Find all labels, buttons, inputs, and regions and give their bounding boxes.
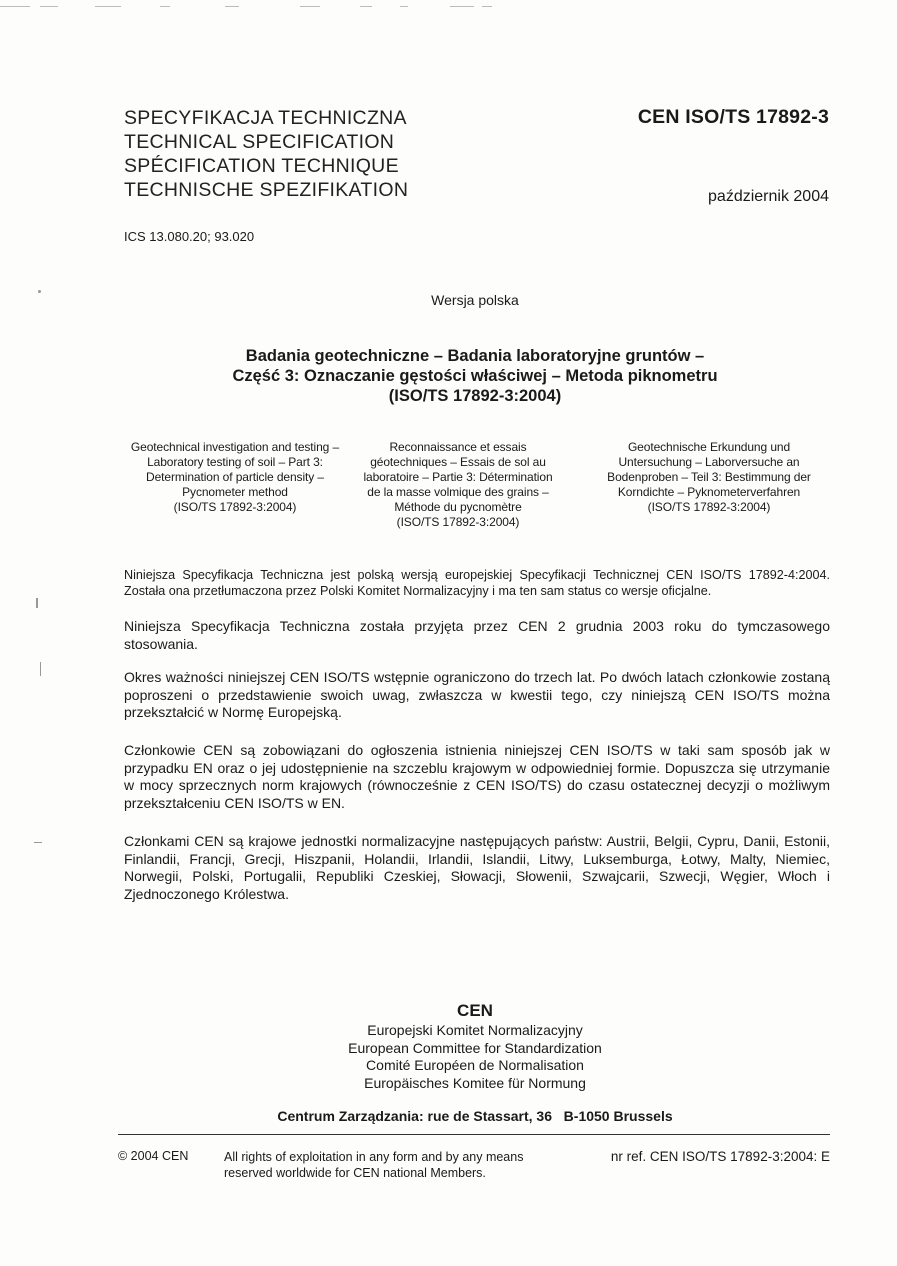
title-translation-en — [118, 440, 352, 515]
translation-line: (ISO/TS 17892-3:2004) — [647, 500, 771, 514]
translation-line: (ISO/TS 17892-3:2004) — [396, 515, 520, 529]
paragraph-validity: Okres ważności niniejszej CEN ISO/TS wstępnie ograniczono do trzech lat. Po dwóch latach członkowie zostaną poproszeni o przedstawienie swoich uwag, zwłaszcza w kwestii tego, czy niniejszą CEN ISO/TS można przekształcić w Normę Europejską. — [124, 669, 830, 720]
publication-date: październik 2004 — [708, 188, 829, 205]
version-label: Wersja polska — [431, 292, 519, 308]
paragraph-polish-version: Niniejsza Specyfikacja Techniczna jest polską wersją europejskiej Specyfikacji Technicznej CEN ISO/TS 17892-4:2004. Została ona przetłumaczona przez Polski Komitet Normalizacyjny i ma ten sam status co wersje oficjalne. — [124, 568, 830, 598]
translation-line: (ISO/TS 17892-3:2004) — [173, 500, 297, 514]
translation-line: Pycnometer method — [182, 485, 288, 499]
cen-headquarters: Centrum Zarządzania: rue de Stassart, 36 B-1050 Brussels — [277, 1108, 673, 1124]
scan-speck — [34, 842, 42, 843]
title-translation-fr — [350, 440, 566, 530]
footer-rights: All rights of exploitation in any form and by any means reserved worldwide for CEN national Members. — [224, 1150, 524, 1180]
cen-title: CEN — [457, 1001, 493, 1020]
cen-name-pl: Europejski Komitet Normalizacyjny — [367, 1022, 583, 1038]
translation-line: Bodenproben – Teil 3: Bestimmung der — [607, 470, 811, 484]
paragraph-obligations: Członkowie CEN są zobowiązani do ogłoszenia istnienia niniejszej CEN ISO/TS w taki sam sposób jak w przypadku EN oraz o jej udostępnienie na szczeblu krajowym w odpowiedniej formie. Dopuszcza się utrzymanie w mocy sprzecznych norm krajowych (równocześnie z CEN ISO/TS) do czasu ostatecznej decyzji o możliwym przekształceniu CEN ISO/TS w EN. — [124, 742, 830, 811]
translation-line: Geotechnical investigation and testing – — [130, 440, 340, 454]
spec-title-de: TECHNISCHE SPEZIFIKATION — [124, 179, 409, 201]
scan-speck — [38, 290, 41, 293]
scan-speck — [40, 662, 41, 676]
cen-name-de: Europäisches Komitee für Normung — [364, 1074, 586, 1091]
title-translation-de — [578, 440, 840, 515]
scan-artifact-top — [0, 6, 500, 8]
main-title-line: Część 3: Oznaczanie gęstości właściwej – Metoda piknometru — [232, 367, 718, 385]
translation-line: Determination of particle density – — [146, 470, 324, 484]
spec-title-en: TECHNICAL SPECIFICATION — [124, 131, 395, 153]
main-title — [100, 346, 850, 406]
main-title-line: (ISO/TS 17892-3:2004) — [388, 387, 562, 405]
translation-line: Korndichte – Pyknometerverfahren — [617, 485, 801, 499]
paragraph-members: Członkami CEN są krajowe jednostki normalizacyjne następujących państw: Austrii, Belgii, Cypru, Danii, Estonii, Finlandii, Francji, Grecji, Hiszpanii, Holandii, Irlandii, Islandii, Litwy, Luksemburga, Łotwy, Malty, Niemiec, Norwegii, Polski, Portugalii, Republiki Czeskiej, Słowacji, Słowenii, Szwajcarii, Szwecji, Węgier, Włoch i Zjednoczonego Królestwa. — [124, 833, 830, 902]
spec-title-pl: SPECYFIKACJA TECHNICZNA — [124, 107, 407, 129]
spec-title-fr: SPÉCIFICATION TECHNIQUE — [124, 155, 399, 177]
main-title-line: Badania geotechniczne – Badania laboratoryjne gruntów – — [245, 347, 705, 365]
cen-name-en: European Committee for Standardization — [348, 1039, 602, 1056]
ics-codes: ICS 13.080.20; 93.020 — [124, 229, 255, 244]
cen-name-fr: Comité Européen de Normalisation — [366, 1057, 584, 1073]
footer-divider — [118, 1134, 830, 1135]
translation-line: Laboratory testing of soil – Part 3: — [147, 455, 323, 469]
footer-copyright: © 2004 CEN — [118, 1149, 189, 1163]
translation-line: géotechniques – Essais de sol au — [370, 455, 546, 469]
translation-line: laboratoire – Partie 3: Détermination — [363, 470, 553, 484]
footer-reference: nr ref. CEN ISO/TS 17892-3:2004: E — [610, 1149, 830, 1164]
document-code: CEN ISO/TS 17892-3 — [637, 106, 829, 128]
translation-line: Untersuchung – Laborversuche an — [618, 455, 800, 469]
translation-line: Geotechnische Erkundung und — [627, 440, 791, 454]
translation-line: de la masse volmique des grains – — [367, 485, 549, 499]
translation-line: Méthode du pycnomètre — [394, 500, 522, 514]
spec-titles — [124, 106, 408, 202]
cen-block — [200, 1000, 750, 1092]
translation-line: Reconnaissance et essais — [389, 440, 527, 454]
scan-speck — [36, 598, 38, 608]
paragraph-adoption: Niniejsza Specyfikacja Techniczna została przyjęta przez CEN 2 grudnia 2003 roku do tymczasowego stosowania. — [124, 618, 830, 652]
